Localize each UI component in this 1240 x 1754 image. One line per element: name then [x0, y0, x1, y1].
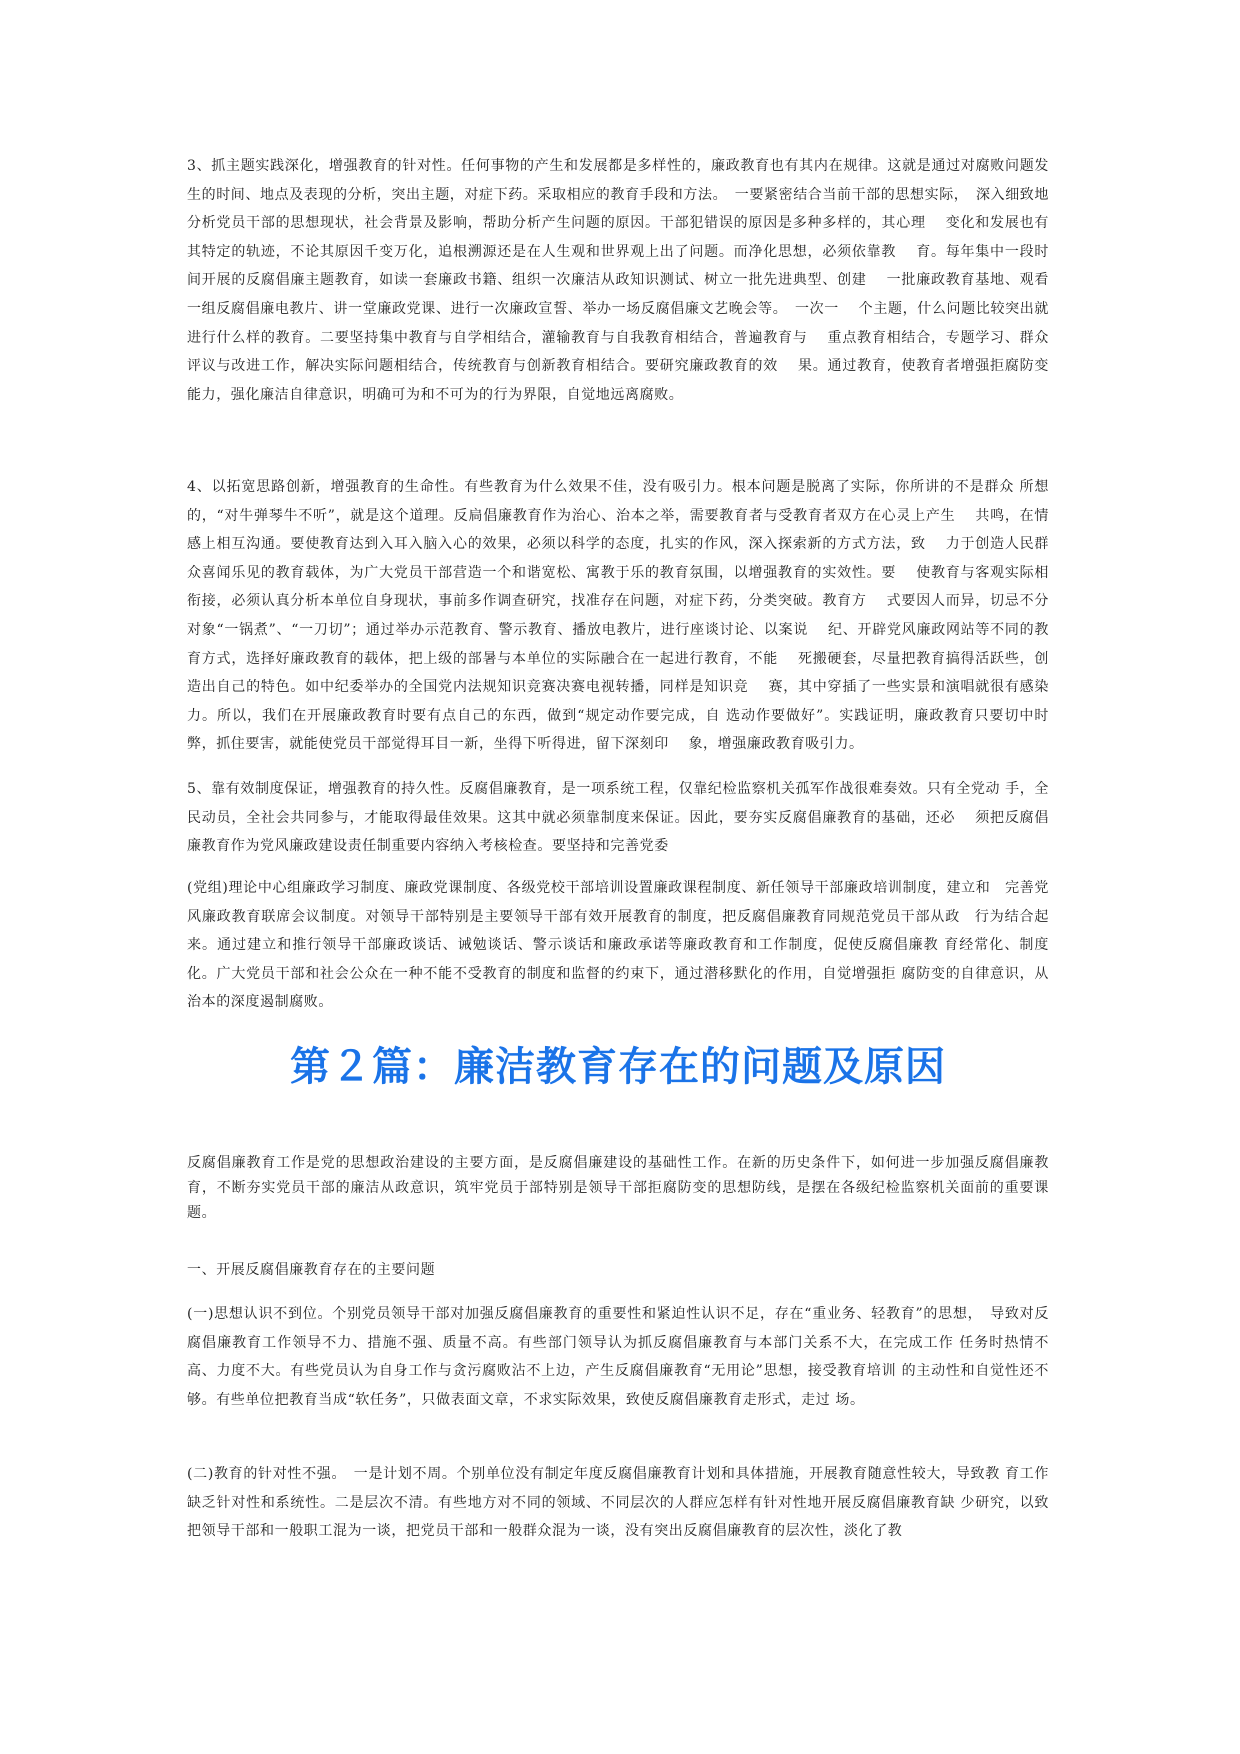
- subheading-block: [187, 1256, 1049, 1285]
- section-heading: 第２篇：廉洁教育存在的问题及原因: [290, 1044, 946, 1090]
- intro-paragraph: 反腐倡廉教育工作是党的思想政治建设的主要方面，是反腐倡廉建设的基础性工作。在新的历史条件下，如何进一步加强反腐倡廉教育，不断夯实党员干部的廉洁从政意识，筑牢党员于部特别是领导干部拒腐防变的思想防线，是摆在各级纪检监察机关面前的重要课题。: [187, 1155, 1049, 1221]
- intro-block: [187, 1151, 1049, 1226]
- paragraph-6-block: [187, 874, 1049, 1017]
- paragraph-5-block: [187, 775, 1049, 861]
- paragraph-4-block: [187, 473, 1049, 759]
- item-1-paragraph: (一)思想认识不到位。个别党员领导干部对加强反腐倡廉教育的重要性和紧迫性认识不足，存在“重业务、轻教育”的思想， 导致对反腐倡廉教育工作领导不力、措施不强、质量不高。有些部门领导认为抓反腐倡廉教育与本部门关系不大，在完成工作 任务时热情不高、力度不大。有些党员认为自身工作与贪污腐败沾不上边，产生反腐倡廉教育“无用论”思想，接受教育培训 的主动性和自觉性还不够。有些单位把教育当成“软任务”，只做表面文章，不求实际效果，致使反腐倡廉教育走形式，走过 场。: [187, 1306, 1049, 1408]
- paragraph-4: 4、以拓宽思路创新，增强教育的生命性。有些教育为什么效果不佳，没有吸引力。根本问题是脱离了实际，你所讲的不是群众 所想的，“对牛弹琴牛不听”，就是这个道理。反扃倡廉教育作为治心、治本之举，需要教育者与受教育者双方在心灵上产生 共鸣，在情感上相互沟通。要使教育达到入耳入脑入心的效果，必须以科学的态度，扎实的作风，深入探索新的方式方法，致 力于创造人民群众喜闻乐见的教育载体，为广大党员干部营造一个和谐宽松、寓教于乐的教育氛围，以增强教育的实效性。要 使教育与客观实际相衔接，必须认真分析本单位自身现状，事前多作调查研究，找准存在问题，对症下药，分类突破。教育方 式要因人而异，切忌不分对象“一锅煮”、“一刀切”；通过举办示范教育、警示教育、播放电教片，进行座谈讨论、以案说 纪、开辟党风廉政网站等不同的教育方式，选择好廉政教育的载体，把上级的部暑与本单位的实际融合在一起进行教育，不能 死搬硬套，尽量把教育搞得活跃些，创造出自己的特色。如中纪委举办的全国党内法规知识竞赛决赛电视转播，同样是知识竞 赛，其中穿插了一些实景和演唱就很有感染力。所以，我们在开展廉政教育时要有点自己的东西，做到“规定动作要完成，自 选动作要做好”。实践证明，廉政教育只要切中时弊，抓住要害，就能使党员干部觉得耳目一新，坐得下听得进，留下深刻印 象，增强廉政教育吸引力。: [187, 479, 1049, 753]
- item-2-paragraph: (二)教育的针对性不强。 一是计划不周。个别单位没有制定年度反腐倡廉教育计划和具体措施，开展教育随意性较大，导致教 育工作缺乏针对性和系统性。二是层次不清。有些地方对不同的领域、不同层次的人群应怎样有针对性地开展反腐倡廉教育缺 少研究，以致把领导干部和一般职工混为一谈，把党员干部和一般群众混为一谈，没有突出反腐倡廉教育的层次性，淡化了教: [187, 1466, 1049, 1540]
- paragraph-5: 5、靠有效制度保证，增强教育的持久性。反腐倡廉教育，是一项系统工程，仅靠纪检监察机关孤军作战很难奏效。只有全党动 手，全民动员，全社会共同参与，才能取得最佳效果。这其中就必须靠制度来保证。因此，要夯实反腐倡廉教育的基础，还必 须把反腐倡廉教育作为党风廉政建设责任制重要内容纳入考核检查。要坚持和完善党委: [187, 781, 1049, 855]
- paragraph-3-block: [187, 152, 1049, 409]
- item-1-block: [187, 1300, 1049, 1414]
- paragraph-3: 3、抓主题实践深化，增强教育的针对性。任何事物的产生和发展都是多样性的，廉政教育也有其内在规律。这就是通过对腐败问题发生的时间、地点及表现的分析，突出主题，对症下药。采取相应的教育手段和方法。 一要紧密结合当前干部的思想实际， 深入细致地分析党员干部的思想现状，社会背景及影响，帮助分析产生问题的原因。干部犯错误的原因是多种多样的，其心理 变化和发展也有其特定的轨迹，不论其原因千变万化，追根溯源还是在人生观和世界观上出了问题。而净化思想，必须依靠教 育。每年集中一段时间开展的反腐倡廉主题教育，如读一套廉政书籍、组织一次廉洁从政知识测试、树立一批先进典型、创建 一批廉政教育基地、观看一组反腐倡廉电教片、讲一堂廉政党课、进行一次廉政宣誓、举办一场反腐倡廉文艺晚会等。 一次一 个主题，什么问题比较突出就进行什么样的教育。二要坚持集中教育与自学相结合，灌输教育与自我教育相结合，普遍教育与 重点教育相结合，专题学习、群众评议与改进工作，解决实际问题相结合，传统教育与创新教育相结合。要研究廉政教育的效 果。通过教育，使教育者增强拒腐防变能力，强化廉洁自律意识，明确可为和不可为的行为界限，自觉地远离腐败。: [187, 158, 1049, 403]
- subheading-1: 一、开展反腐倡廉教育存在的主要问题: [187, 1262, 436, 1278]
- paragraph-6: (党组)理论中心组廉政学习制度、廉政党课制度、各级党校干部培训设置廉政课程制度、新任领导干部廉政培训制度，建立和 完善党风廉政教育联席会议制度。对领导干部特别是主要领导干部有效开展教育的制度，把反腐倡廉教育同规范党员干部从政 行为结合起来。通过建立和推行领导干部廉政谈话、诫勉谈话、警示谈话和廉政承诺等廉政教育和工作制度，促使反腐倡廉教 育经常化、制度化。广大党员干部和社会公众在一种不能不受教育的制度和监督的约束下，通过潜移默化的作用，自觉增强拒 腐防变的自律意识，从治本的深度遏制腐败。: [187, 880, 1049, 1011]
- item-2-block: [187, 1460, 1049, 1546]
